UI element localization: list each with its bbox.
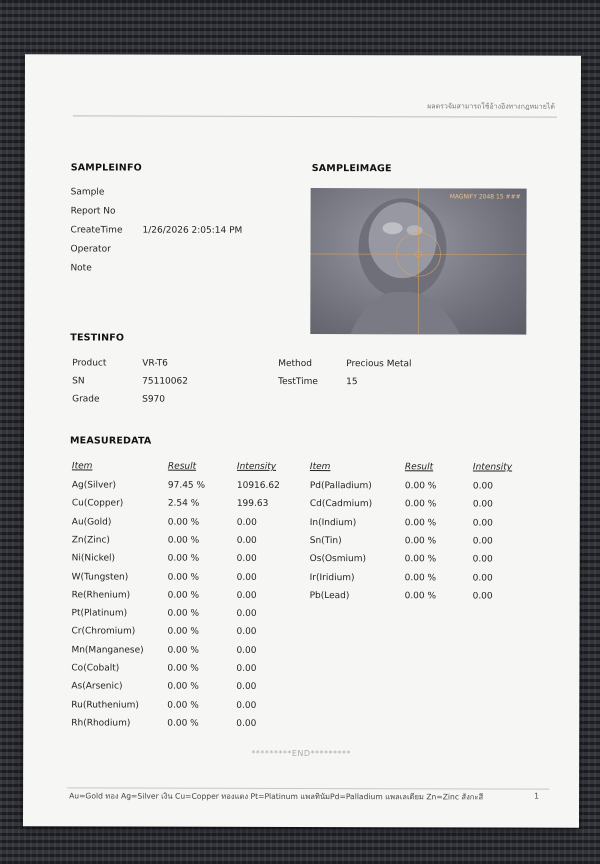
measure-result-cell: 0.00 % xyxy=(167,627,199,638)
measure-intensity-cell: 0.00 xyxy=(236,590,257,601)
measure-item-cell: Rh(Rhodium) xyxy=(71,718,131,729)
measure-item-cell: Ru(Ruthenium) xyxy=(71,699,139,711)
measure-item-cell: Cu(Copper) xyxy=(71,498,124,509)
measure-item-cell: Cd(Cadmium) xyxy=(309,499,373,510)
method-value: Precious Metal xyxy=(346,359,412,370)
measure-result-cell: 0.00 % xyxy=(167,681,199,693)
method-label: Method xyxy=(278,358,312,370)
product-value: VR-T6 xyxy=(142,358,168,369)
measure-intensity-cell: 0.00 xyxy=(236,663,257,674)
measure-result-cell: 0.00 % xyxy=(167,700,199,711)
measure-result-cell: 0.00 % xyxy=(167,663,199,674)
measure-intensity-cell: 0.00 xyxy=(472,481,493,492)
measure-result-cell: 0.00 % xyxy=(167,535,200,546)
report-page xyxy=(23,54,581,827)
measure-result-cell: 0.00 % xyxy=(167,645,199,656)
grade-value: S970 xyxy=(142,394,166,405)
measure-item-cell: Ir(Iridium) xyxy=(309,572,355,583)
sn-label: SN xyxy=(72,376,85,387)
report-no-label: Report No xyxy=(70,206,116,217)
testtime-value: 15 xyxy=(346,377,358,388)
measure-item-cell: Cr(Chromium) xyxy=(71,626,136,637)
sn-value: 75110062 xyxy=(142,376,188,387)
sampleimage-title: SAMPLEIMAGE xyxy=(311,163,392,175)
measure-item-cell: Pd(Palladium) xyxy=(309,481,372,492)
measure-item-cell: Os(Osmium) xyxy=(309,554,367,565)
measure-item-cell: Ag(Silver) xyxy=(71,480,117,491)
measure-intensity-cell: 0.00 xyxy=(236,645,257,656)
sample-label: Sample xyxy=(70,187,105,198)
measure-item-cell: As(Arsenic) xyxy=(71,681,123,692)
measure-intensity-cell: 10916.62 xyxy=(236,480,280,491)
left-item-header: Item xyxy=(71,461,93,472)
createtime-value: 1/26/2026 2:05:14 PM xyxy=(142,225,243,236)
measure-intensity-cell: 0.00 xyxy=(472,572,493,583)
measure-item-cell: Pb(Lead) xyxy=(309,590,350,601)
measure-intensity-cell: 0.00 xyxy=(472,518,493,529)
product-label: Product xyxy=(72,358,107,369)
measure-intensity-cell: 0.00 xyxy=(236,627,257,638)
measure-item-cell: Re(Rhenium) xyxy=(71,590,131,601)
measure-result-cell: 0.00 % xyxy=(167,590,200,601)
measure-intensity-cell: 0.00 xyxy=(472,554,493,565)
measure-item-cell: Au(Gold) xyxy=(71,516,112,528)
header-text: ผลตรวจัมสามารถใช้อ้างอิงทางกฎหมายได้ xyxy=(427,102,555,111)
measure-intensity-cell: 0.00 xyxy=(472,591,493,602)
measure-item-cell: Pt(Platinum) xyxy=(71,608,128,619)
measure-item-cell: W(Tungsten) xyxy=(71,571,129,583)
right-item-header: Item xyxy=(309,462,331,473)
measure-result-cell: 2.54 % xyxy=(167,498,200,510)
measure-result-cell: 0.00 % xyxy=(404,536,437,547)
measure-result-cell: 0.00 % xyxy=(404,554,437,565)
measure-intensity-cell: 0.00 xyxy=(236,682,257,693)
operator-label: Operator xyxy=(70,244,111,255)
sample-image xyxy=(310,188,526,335)
right-intensity-header: Intensity xyxy=(472,462,513,473)
measure-intensity-cell: 0.00 xyxy=(236,608,257,619)
end-marker: *********END********* xyxy=(251,748,352,759)
measure-result-cell: 0.00 % xyxy=(167,718,199,729)
measure-intensity-cell: 199.63 xyxy=(236,499,269,510)
measure-result-cell: 0.00 % xyxy=(167,517,200,528)
measure-item-cell: Co(Cobalt) xyxy=(71,663,120,674)
measure-intensity-cell: 0.00 xyxy=(236,700,257,711)
measure-result-cell: 0.00 % xyxy=(167,553,200,564)
measure-intensity-cell: 0.00 xyxy=(472,536,493,547)
right-result-header: Result xyxy=(404,462,434,473)
measure-result-cell: 0.00 % xyxy=(404,499,437,510)
measure-intensity-cell: 0.00 xyxy=(236,718,257,729)
left-result-header: Result xyxy=(167,461,197,472)
measuredata-title: MEASUREDATA xyxy=(69,435,152,447)
measure-result-cell: 0.00 % xyxy=(167,572,200,583)
testinfo-title: TESTINFO xyxy=(70,332,125,344)
note-label: Note xyxy=(70,263,92,274)
measure-intensity-cell: 0.00 xyxy=(236,535,257,546)
measure-result-cell: 0.00 % xyxy=(404,481,437,492)
measure-intensity-cell: 0.00 xyxy=(472,499,493,510)
measure-intensity-cell: 0.00 xyxy=(236,572,257,583)
testtime-label: TestTime xyxy=(278,376,318,388)
measure-result-cell: 0.00 % xyxy=(404,517,437,528)
grade-label: Grade xyxy=(72,394,100,405)
createtime-label: CreateTime xyxy=(70,225,123,236)
sampleinfo-title: SAMPLEINFO xyxy=(70,162,142,174)
header-divider xyxy=(73,115,557,117)
measure-result-cell: 97.45 % xyxy=(167,480,206,491)
measure-intensity-cell: 0.00 xyxy=(236,517,257,528)
measure-item-cell: Zn(Zinc) xyxy=(71,535,110,546)
measure-intensity-cell: 0.00 xyxy=(236,554,257,565)
measure-item-cell: Sn(Tin) xyxy=(309,535,342,546)
footer-legend: Au=Gold ทอง Ag=Silver เงิน Cu=Copper ทองแดง Pt=Platinum แพลทินัมPd=Palladium แพลเลเดียม Zn=Zinc สังกะสี xyxy=(69,791,484,802)
measure-item-cell: In(Indium) xyxy=(309,517,357,528)
measure-item-cell: Mn(Manganese) xyxy=(71,645,144,656)
measure-item-cell: Ni(Nickel) xyxy=(71,553,116,564)
image-overlay-text: MAGNIFY 2048 15 ### xyxy=(449,193,521,201)
measure-result-cell: 0.00 % xyxy=(404,591,437,602)
footer-divider xyxy=(67,787,549,789)
left-intensity-header: Intensity xyxy=(236,461,277,472)
page-number: 1 xyxy=(533,791,540,801)
measure-result-cell: 0.00 % xyxy=(404,572,437,583)
measure-result-cell: 0.00 % xyxy=(167,608,200,619)
